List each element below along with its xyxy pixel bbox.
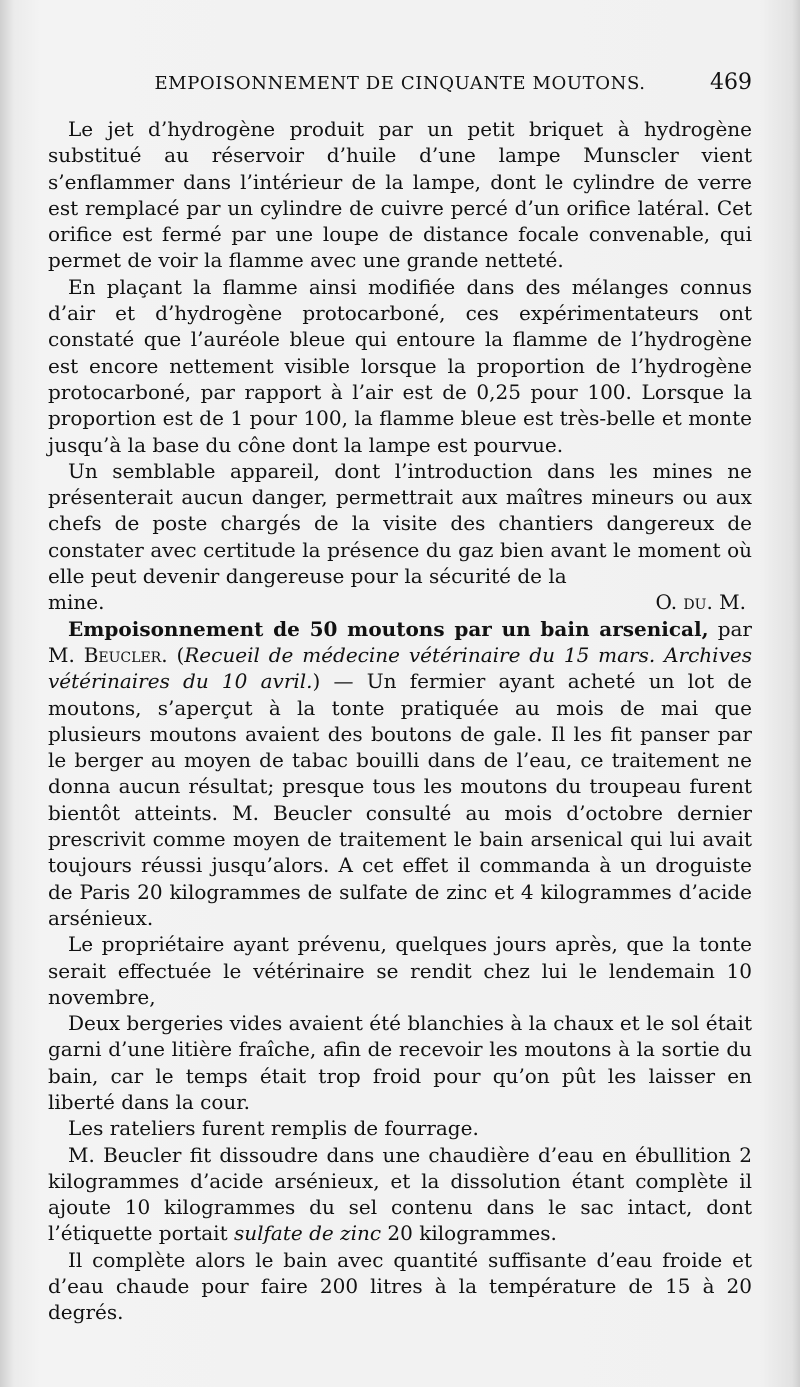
label-text: sulfate de zinc: [233, 1221, 382, 1246]
author-signature: O. du. M.: [655, 590, 746, 615]
article-title: Empoisonnement de 50 moutons par un bain arsenical,: [68, 616, 709, 641]
dissolution-text-end: 20 kilogrammes.: [381, 1221, 557, 1246]
paragraph-apparatus-end: mine.: [48, 590, 105, 615]
article-by: par M.: [48, 616, 752, 667]
paragraph-owner: Le propriétaire ayant prévenu, quelques jours après, que la tonte serait effectuée le vétérinaire se rendit chez lui le lendemain 10 novembre,: [48, 932, 752, 1009]
article-ref-close: ): [312, 669, 321, 694]
article-ref-open: . (: [161, 642, 185, 667]
article-paragraph: [48, 616, 752, 932]
running-head: [48, 70, 752, 110]
paragraph-signature-line: [48, 589, 752, 615]
body-text: [48, 116, 752, 1326]
paragraph-apparatus: Un semblable appareil, dont l’introduction dans les mines ne présenterait aucun danger, permettrait aux maîtres mineurs ou aux chefs de poste chargés de la visite des chantiers dangereux de constater avec certitude la présence du gaz bien avant le moment où elle peut devenir dangereuse pour la sécurité de la: [48, 458, 752, 589]
dissolution-text: M. Beucler fit dissoudre dans une chaudière d’eau en ébullition 2 kilogrammes d’acide arsénieux, et la dissolution étant complète il ajoute 10 kilogrammes du sel contenu dans le sac intact, dont l’étiquette portait: [48, 1142, 752, 1246]
article-author: Beucler: [83, 642, 162, 667]
article-text: — Un fermier ayant acheté un lot de moutons, s’aperçut à la tonte pratiquée au mois de mai que plusieurs moutons avaient des boutons de gale. Il les fit panser par le berger au moyen de tabac bouilli dans de l’eau, ce traitement ne donna aucun résultat; presque tous les moutons du troupeau furent bientôt atteints. M. Beucler consulté au mois d’octobre dernier prescrivit comme moyen de traitement le bain arsenical qui lui avait toujours réussi jusqu’alors. A cet effet il commanda à un droguiste de Paris 20 kilogrammes de sulfate de zinc et 4 kilogrammes d’acide arsénieux.: [48, 669, 752, 930]
paragraph-racks: Les rateliers furent remplis de fourrage.: [68, 1116, 479, 1141]
paragraph-bath: Il complète alors le bain avec quantité suffisante d’eau froide et d’eau chaude pour faire 200 litres à la température de 15 à 20 degrés.: [48, 1247, 752, 1325]
paragraph-experiment: En plaçant la flamme ainsi modifiée dans des mélanges connus d’air et d’hydrogène protocarboné, ces expérimentateurs ont constaté que l’auréole bleue qui entoure la flamme de l’hydrogène est encore nettement visible lorsque la proportion de l’hydrogène protocarboné, par rapport à l’air est de 0,25 pour 100. Lorsque la proportion est de 1 pour 100, la flamme bleue est très-belle et monte jusqu’à la base du cône dont la lampe est pourvue.: [48, 274, 752, 457]
paragraph-sheepfolds: Deux bergeries vides avaient été blanchies à la chaux et le sol était garni d’une litière fraîche, afin de recevoir les moutons à la sortie du bain, car le temps était trop froid pour qu’on pût les laisser en liberté dans la cour.: [48, 1011, 752, 1114]
running-title: EMPOISONNEMENT DE CINQUANTE MOUTONS.: [154, 73, 646, 94]
paragraph-lamp-description: Le jet d’hydrogène produit par un petit briquet à hydrogène substitué au réservoir d’huile d’une lampe Munscler vient s’enflammer dans l’intérieur de la lampe, dont le cylindre de verre est remplacé par un cylindre de cuivre percé d’un orifice latéral. Cet orifice est fermé par une loupe de distance focale convenable, qui permet de voir la flamme avec une grande netteté.: [48, 117, 752, 273]
page-number: 469: [710, 70, 752, 95]
paragraph-dissolution: [48, 1142, 752, 1247]
article-source: Recueil de médecine vétérinaire du 15 mars. Archives vétérinaires du 10 avril.: [48, 642, 752, 694]
